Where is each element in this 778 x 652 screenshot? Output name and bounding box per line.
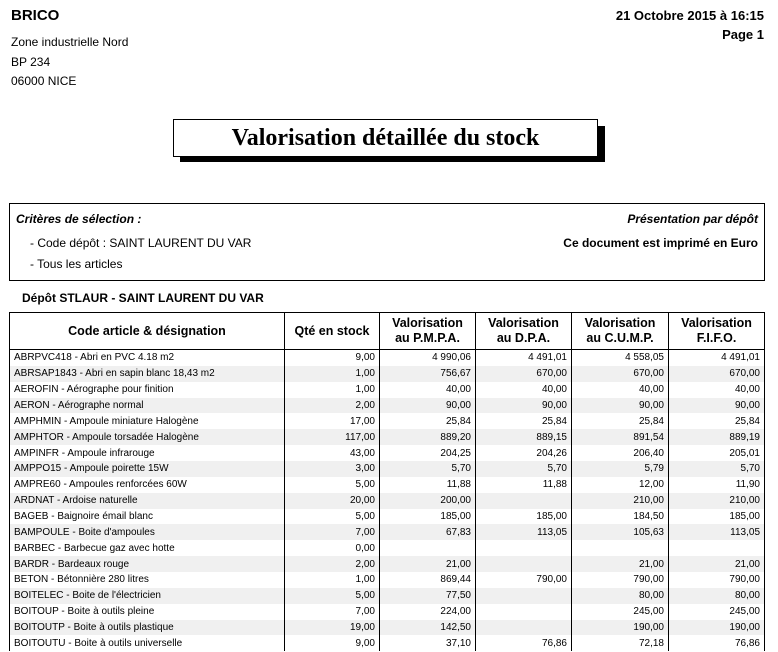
table-row <box>10 588 765 604</box>
print-date: 21 Octobre 2015 à 16:15 <box>615 8 764 23</box>
cell-article: BAGEB - Baignoire émail blanc <box>10 509 285 525</box>
cell-value: 40,00 <box>669 382 765 398</box>
cell-article: AMPRE60 - Ampoules renforcées 60W <box>10 477 285 493</box>
cell-value: 76,86 <box>669 635 765 651</box>
table-row <box>10 366 765 382</box>
table-row <box>10 620 765 636</box>
cell-value: 113,05 <box>476 524 572 540</box>
cell-article: BETON - Bétonnière 280 litres <box>10 572 285 588</box>
cell-value: 670,00 <box>669 366 765 382</box>
cell-article: BOITELEC - Boite de l'électricien <box>10 588 285 604</box>
cell-value: 7,00 <box>285 604 380 620</box>
cell-value: 756,67 <box>380 366 476 382</box>
cell-value: 204,25 <box>380 445 476 461</box>
cell-value: 7,00 <box>285 524 380 540</box>
cell-article: AMPPO15 - Ampoule poirette 15W <box>10 461 285 477</box>
cell-value: 210,00 <box>572 493 669 509</box>
cell-article: BOITOUTU - Boite à outils universelle <box>10 635 285 651</box>
cell-value: 25,84 <box>572 413 669 429</box>
cell-value: 245,00 <box>572 604 669 620</box>
cell-value: 21,00 <box>380 556 476 572</box>
cell-value: 200,00 <box>380 493 476 509</box>
cell-value <box>476 588 572 604</box>
page-number: Page 1 <box>722 27 764 42</box>
cell-article: BAMPOULE - Boite d'ampoules <box>10 524 285 540</box>
table-row <box>10 398 765 414</box>
table-row <box>10 461 765 477</box>
cell-value: 67,83 <box>380 524 476 540</box>
cell-value: 204,26 <box>476 445 572 461</box>
cell-value: 5,00 <box>285 509 380 525</box>
cell-value <box>476 493 572 509</box>
table-row <box>10 382 765 398</box>
cell-value: 11,88 <box>476 477 572 493</box>
criteria-item-articles: - Tous les articles <box>30 257 123 271</box>
cell-value: 25,84 <box>669 413 765 429</box>
cell-value <box>572 540 669 556</box>
address-line-1: Zone industrielle Nord <box>11 35 129 49</box>
col-header-cump: Valorisation au C.U.M.P. <box>572 313 669 350</box>
table-row <box>10 635 765 651</box>
col-header-article: Code article & désignation <box>10 313 285 350</box>
cell-value: 19,00 <box>285 620 380 636</box>
cell-value: 105,63 <box>572 524 669 540</box>
cell-value: 790,00 <box>669 572 765 588</box>
table-header-row <box>10 313 765 350</box>
cell-value: 37,10 <box>380 635 476 651</box>
cell-article: AMPINFR - Ampoule infrarouge <box>10 445 285 461</box>
criteria-heading: Critères de sélection : <box>16 212 142 226</box>
cell-value: 224,00 <box>380 604 476 620</box>
cell-value: 90,00 <box>380 398 476 414</box>
cell-value: 869,44 <box>380 572 476 588</box>
cell-value: 80,00 <box>669 588 765 604</box>
cell-value: 205,01 <box>669 445 765 461</box>
cell-value: 4 558,05 <box>572 350 669 366</box>
cell-article: BARDR - Bardeaux rouge <box>10 556 285 572</box>
col-header-fifo: Valorisation F.I.F.O. <box>669 313 765 350</box>
table-row <box>10 477 765 493</box>
cell-value: 206,40 <box>572 445 669 461</box>
cell-value: 1,00 <box>285 572 380 588</box>
table-row <box>10 445 765 461</box>
cell-value: 40,00 <box>572 382 669 398</box>
cell-value: 185,00 <box>380 509 476 525</box>
col-header-dpa: Valorisation au D.P.A. <box>476 313 572 350</box>
cell-value <box>476 540 572 556</box>
cell-value: 4 990,06 <box>380 350 476 366</box>
cell-value: 5,70 <box>380 461 476 477</box>
table-row <box>10 493 765 509</box>
cell-value: 5,70 <box>669 461 765 477</box>
table-row <box>10 540 765 556</box>
cell-value <box>476 620 572 636</box>
cell-value: 11,90 <box>669 477 765 493</box>
cell-value: 40,00 <box>380 382 476 398</box>
cell-value: 2,00 <box>285 556 380 572</box>
cell-value <box>380 540 476 556</box>
cell-value: 21,00 <box>669 556 765 572</box>
cell-article: AMPHTOR - Ampoule torsadée Halogène <box>10 429 285 445</box>
cell-value: 3,00 <box>285 461 380 477</box>
cell-value: 90,00 <box>476 398 572 414</box>
cell-value: 670,00 <box>476 366 572 382</box>
cell-value: 17,00 <box>285 413 380 429</box>
cell-value: 25,84 <box>380 413 476 429</box>
cell-value: 1,00 <box>285 382 380 398</box>
cell-value: 80,00 <box>572 588 669 604</box>
cell-value: 113,05 <box>669 524 765 540</box>
cell-value: 889,15 <box>476 429 572 445</box>
cell-value: 90,00 <box>572 398 669 414</box>
cell-value: 40,00 <box>476 382 572 398</box>
cell-value: 2,00 <box>285 398 380 414</box>
address-line-3: 06000 NICE <box>11 74 77 88</box>
cell-value: 11,88 <box>380 477 476 493</box>
cell-article: BOITOUP - Boite à outils pleine <box>10 604 285 620</box>
cell-value: 889,20 <box>380 429 476 445</box>
cell-value: 190,00 <box>669 620 765 636</box>
cell-value: 210,00 <box>669 493 765 509</box>
cell-value: 90,00 <box>669 398 765 414</box>
presentation-note: Présentation par dépôt <box>627 212 758 226</box>
cell-value: 891,54 <box>572 429 669 445</box>
cell-value <box>669 540 765 556</box>
cell-value: 185,00 <box>669 509 765 525</box>
cell-value: 117,00 <box>285 429 380 445</box>
cell-value: 0,00 <box>285 540 380 556</box>
cell-value: 72,18 <box>572 635 669 651</box>
cell-value: 190,00 <box>572 620 669 636</box>
cell-value: 12,00 <box>572 477 669 493</box>
cell-value: 185,00 <box>476 509 572 525</box>
cell-value <box>476 556 572 572</box>
cell-value: 4 491,01 <box>476 350 572 366</box>
cell-value: 670,00 <box>572 366 669 382</box>
cell-value: 5,79 <box>572 461 669 477</box>
table-row <box>10 604 765 620</box>
cell-value: 20,00 <box>285 493 380 509</box>
cell-article: ABRPVC418 - Abri en PVC 4.18 m2 <box>10 350 285 366</box>
table-row <box>10 524 765 540</box>
cell-article: AMPHMIN - Ampoule miniature Halogène <box>10 413 285 429</box>
cell-value <box>476 604 572 620</box>
cell-value: 76,86 <box>476 635 572 651</box>
cell-value: 21,00 <box>572 556 669 572</box>
table-row <box>10 429 765 445</box>
cell-value: 184,50 <box>572 509 669 525</box>
document-title: Valorisation détaillée du stock <box>231 124 540 151</box>
cell-value: 790,00 <box>572 572 669 588</box>
cell-article: ARDNAT - Ardoise naturelle <box>10 493 285 509</box>
company-name: BRICO <box>11 7 60 24</box>
table-row <box>10 509 765 525</box>
cell-value: 43,00 <box>285 445 380 461</box>
cell-value: 790,00 <box>476 572 572 588</box>
cell-value: 5,00 <box>285 477 380 493</box>
title-box <box>173 119 598 157</box>
cell-value: 4 491,01 <box>669 350 765 366</box>
table-row <box>10 556 765 572</box>
cell-value: 9,00 <box>285 635 380 651</box>
cell-article: AERON - Aérographe normal <box>10 398 285 414</box>
cell-article: BOITOUTP - Boite à outils plastique <box>10 620 285 636</box>
currency-note: Ce document est imprimé en Euro <box>563 236 758 250</box>
criteria-box <box>9 203 765 281</box>
table-row <box>10 572 765 588</box>
cell-article: AEROFIN - Aérographe pour finition <box>10 382 285 398</box>
table-row <box>10 413 765 429</box>
cell-value: 77,50 <box>380 588 476 604</box>
cell-value: 5,70 <box>476 461 572 477</box>
cell-article: BARBEC - Barbecue gaz avec hotte <box>10 540 285 556</box>
table-row <box>10 350 765 366</box>
address-line-2: BP 234 <box>11 55 51 69</box>
cell-value: 25,84 <box>476 413 572 429</box>
criteria-item-depot: - Code dépôt : SAINT LAURENT DU VAR <box>30 236 252 250</box>
depot-title: Dépôt STLAUR - SAINT LAURENT DU VAR <box>22 291 264 305</box>
cell-value: 9,00 <box>285 350 380 366</box>
cell-value: 1,00 <box>285 366 380 382</box>
col-header-qty: Qté en stock <box>285 313 380 350</box>
cell-value: 889,19 <box>669 429 765 445</box>
cell-value: 5,00 <box>285 588 380 604</box>
cell-value: 245,00 <box>669 604 765 620</box>
stock-table <box>9 312 765 651</box>
col-header-pmpa: Valorisation au P.M.P.A. <box>380 313 476 350</box>
cell-value: 142,50 <box>380 620 476 636</box>
cell-article: ABRSAP1843 - Abri en sapin blanc 18,43 m2 <box>10 366 285 382</box>
